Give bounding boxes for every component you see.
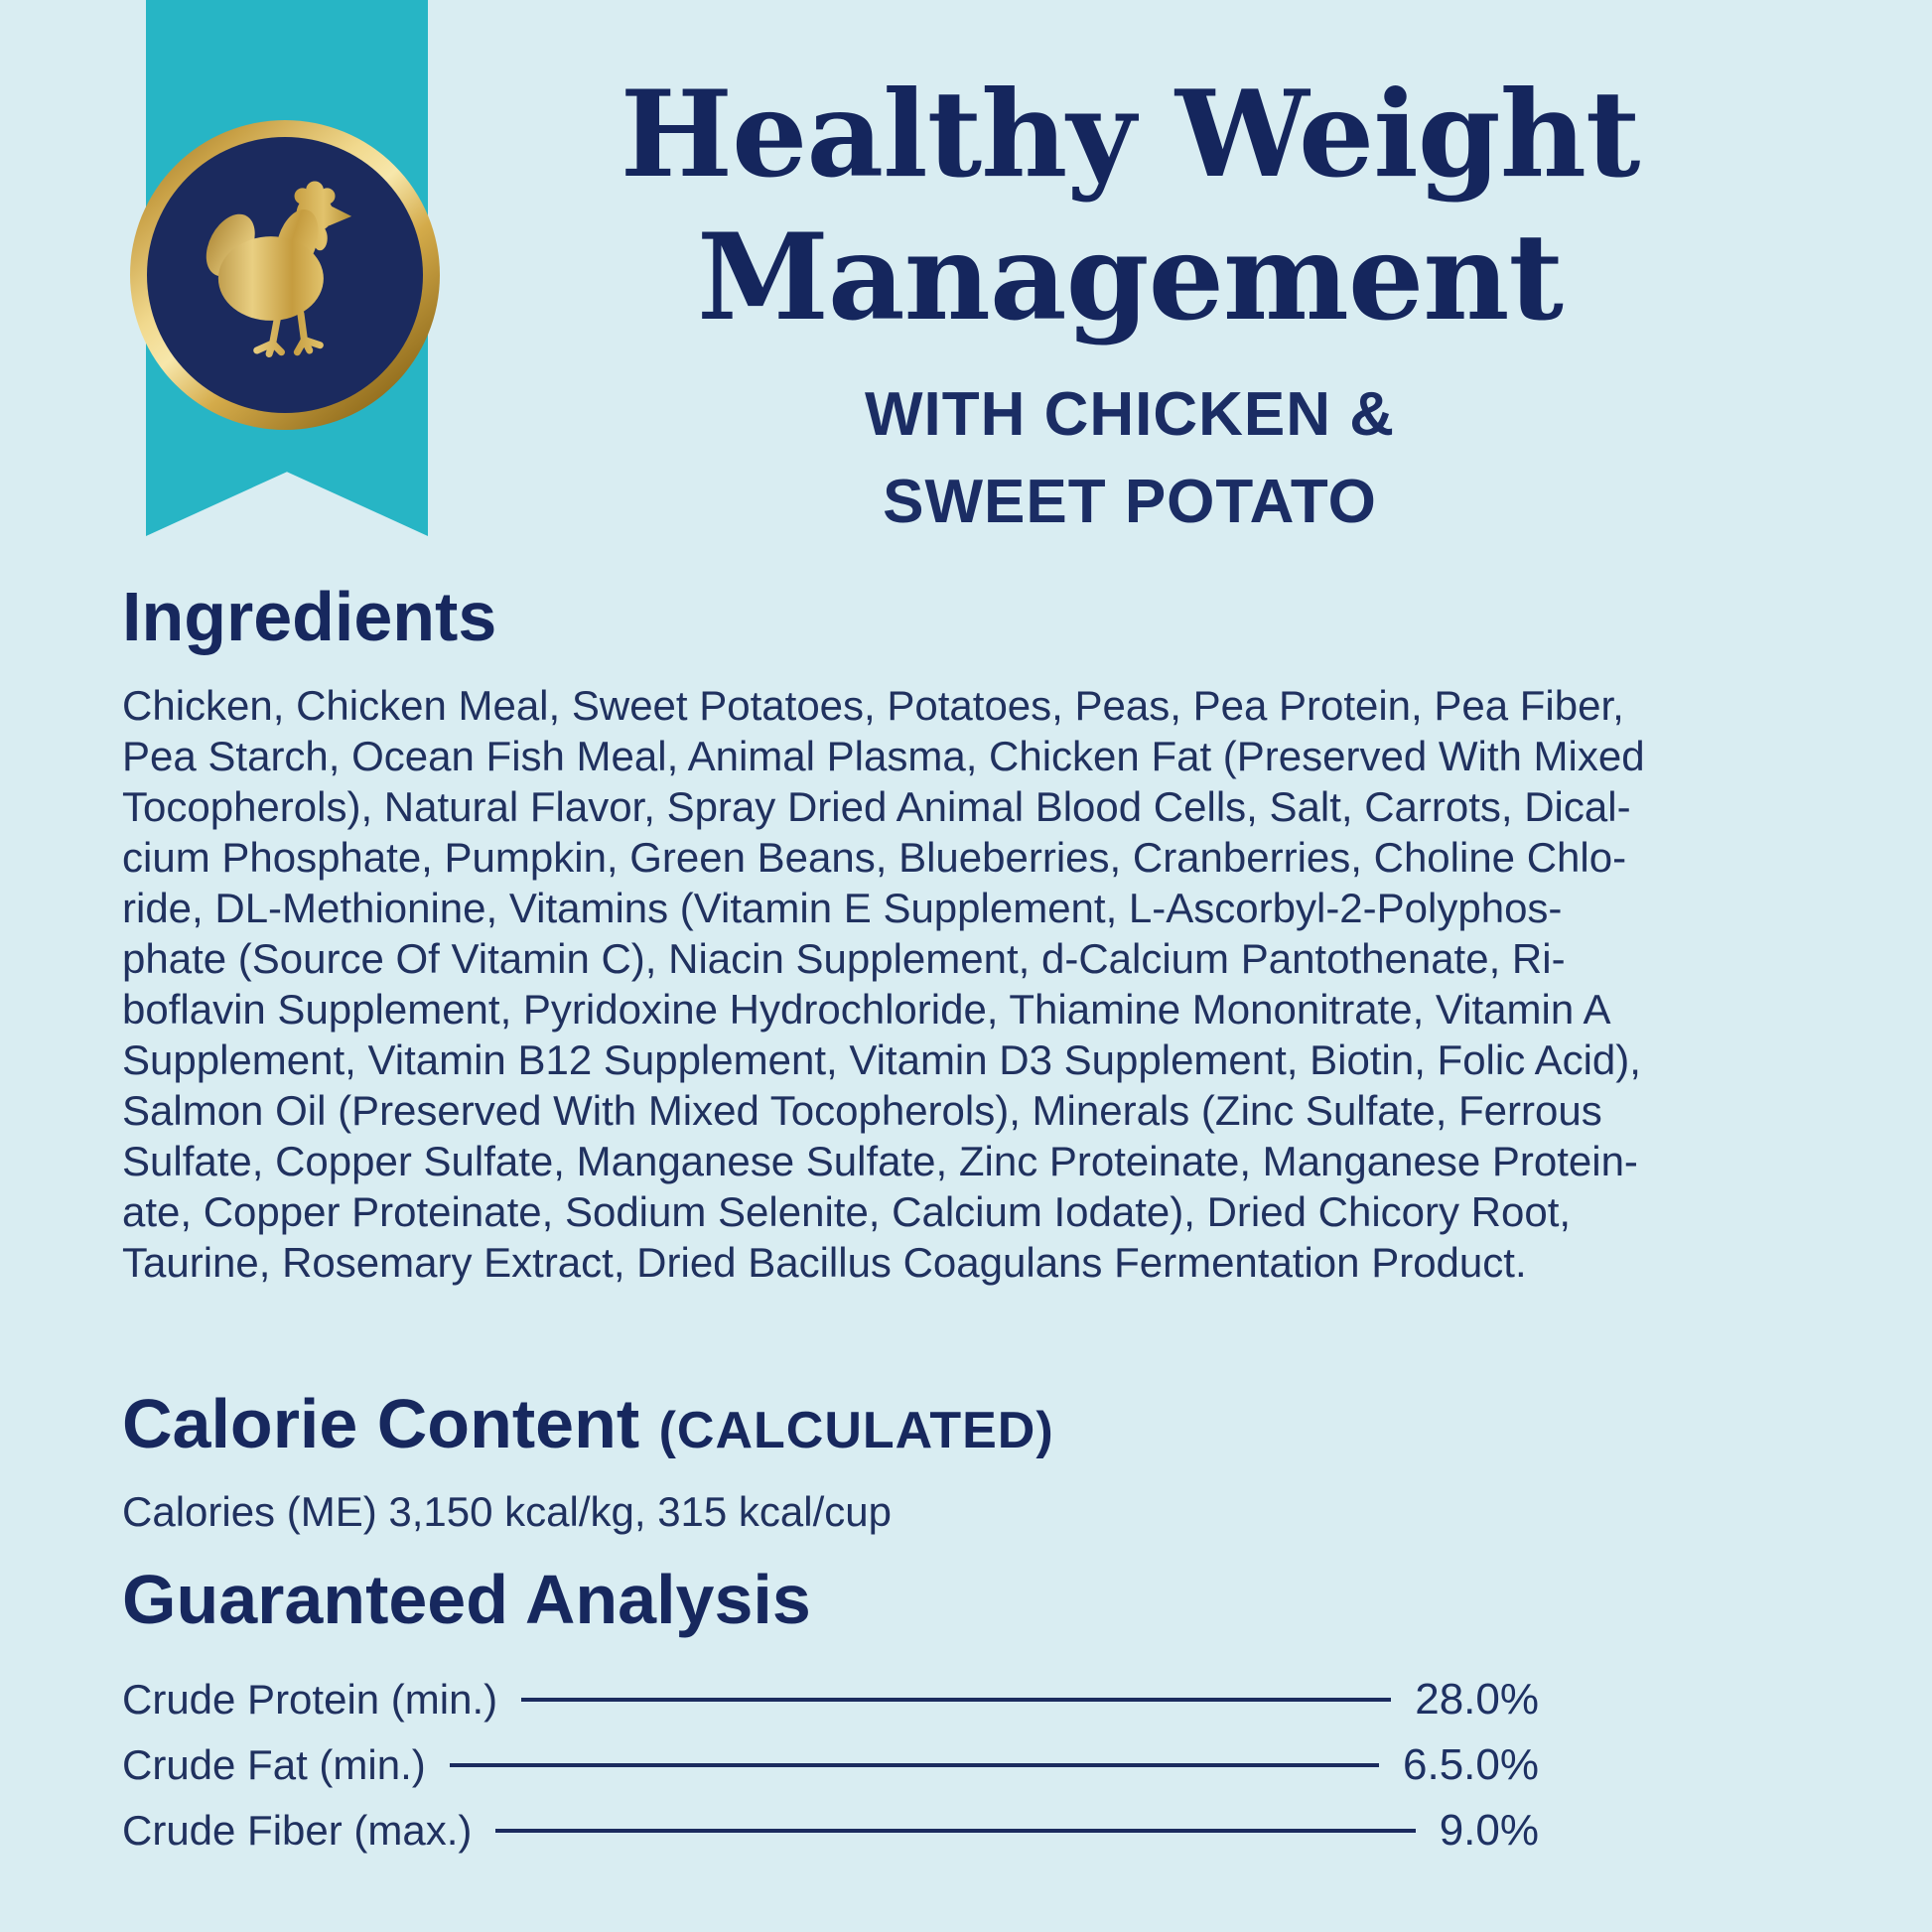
ingredients-text — [122, 680, 1830, 1288]
analysis-row-value: 6.5.0% — [1403, 1740, 1539, 1789]
ingredients-line: Taurine, Rosemary Extract, Dried Bacillus Coagulans Fermentation Product. — [122, 1239, 1527, 1286]
ingredients-line: ate, Copper Proteinate, Sodium Selenite, Calcium Iodate), Dried Chicory Root, — [122, 1188, 1572, 1235]
ingredients-line: Chicken, Chicken Meal, Sweet Potatoes, Potatoes, Peas, Pea Protein, Pea Fiber, — [122, 682, 1624, 729]
calorie-content-section — [122, 1385, 1830, 1538]
ingredients-line: Supplement, Vitamin B12 Supplement, Vitamin D3 Supplement, Biotin, Folic Acid), — [122, 1036, 1641, 1083]
product-subtitle — [328, 371, 1932, 546]
product-title — [328, 64, 1932, 349]
analysis-row — [122, 1798, 1539, 1863]
guaranteed-analysis-table — [122, 1667, 1539, 1863]
guaranteed-analysis-section — [122, 1561, 1539, 1863]
analysis-row-label: Crude Fat (min.) — [122, 1741, 426, 1788]
ingredients-line: ride, DL-Methionine, Vitamins (Vitamin E Supplement, L-Ascorbyl-2-Polyphos- — [122, 885, 1563, 931]
analysis-row-value: 28.0% — [1415, 1675, 1539, 1724]
ingredients-line: Sulfate, Copper Sulfate, Manganese Sulfate, Zinc Proteinate, Manganese Protein- — [122, 1138, 1638, 1184]
analysis-row-label: Crude Protein (min.) — [122, 1676, 498, 1723]
analysis-row-value: 9.0% — [1439, 1806, 1539, 1855]
calorie-content-heading-text: Calorie Content — [122, 1385, 640, 1462]
ingredients-line: boflavin Supplement, Pyridoxine Hydrochloride, Thiamine Mononitrate, Vitamin A — [122, 986, 1611, 1033]
guaranteed-analysis-heading: Guaranteed Analysis — [122, 1561, 811, 1638]
ingredients-section — [122, 578, 1830, 1288]
product-subtitle-line1: WITH CHICKEN & — [864, 380, 1396, 449]
calculated-tag: (CALCULATED) — [658, 1402, 1054, 1459]
header — [328, 64, 1932, 546]
ingredients-line: Pea Starch, Ocean Fish Meal, Animal Plasma, Chicken Fat (Preserved With Mixed — [122, 733, 1645, 779]
leader-line — [450, 1763, 1379, 1767]
product-title-line1: Healthy Weight — [620, 65, 1640, 205]
analysis-row — [122, 1667, 1539, 1732]
product-subtitle-line2: SWEET POTATO — [883, 468, 1377, 536]
product-title-line2: Management — [697, 207, 1563, 347]
calories-line: Calories (ME) 3,150 kcal/kg, 315 kcal/cup — [122, 1488, 893, 1535]
ingredients-line: Tocopherols), Natural Flavor, Spray Dried Animal Blood Cells, Salt, Carrots, Dical- — [122, 783, 1631, 830]
ingredients-line: cium Phosphate, Pumpkin, Green Beans, Blueberries, Cranberries, Choline Chlo- — [122, 834, 1627, 881]
leader-line — [521, 1698, 1391, 1702]
ingredients-line: phate (Source Of Vitamin C), Niacin Supplement, d-Calcium Pantothenate, Ri- — [122, 935, 1566, 982]
leader-line — [495, 1829, 1415, 1833]
analysis-row-label: Crude Fiber (max.) — [122, 1807, 473, 1854]
analysis-row — [122, 1732, 1539, 1798]
ingredients-line: Salmon Oil (Preserved With Mixed Tocopherols), Minerals (Zinc Sulfate, Ferrous — [122, 1087, 1602, 1134]
calorie-content-heading — [122, 1385, 1830, 1466]
ingredients-heading: Ingredients — [122, 578, 497, 655]
